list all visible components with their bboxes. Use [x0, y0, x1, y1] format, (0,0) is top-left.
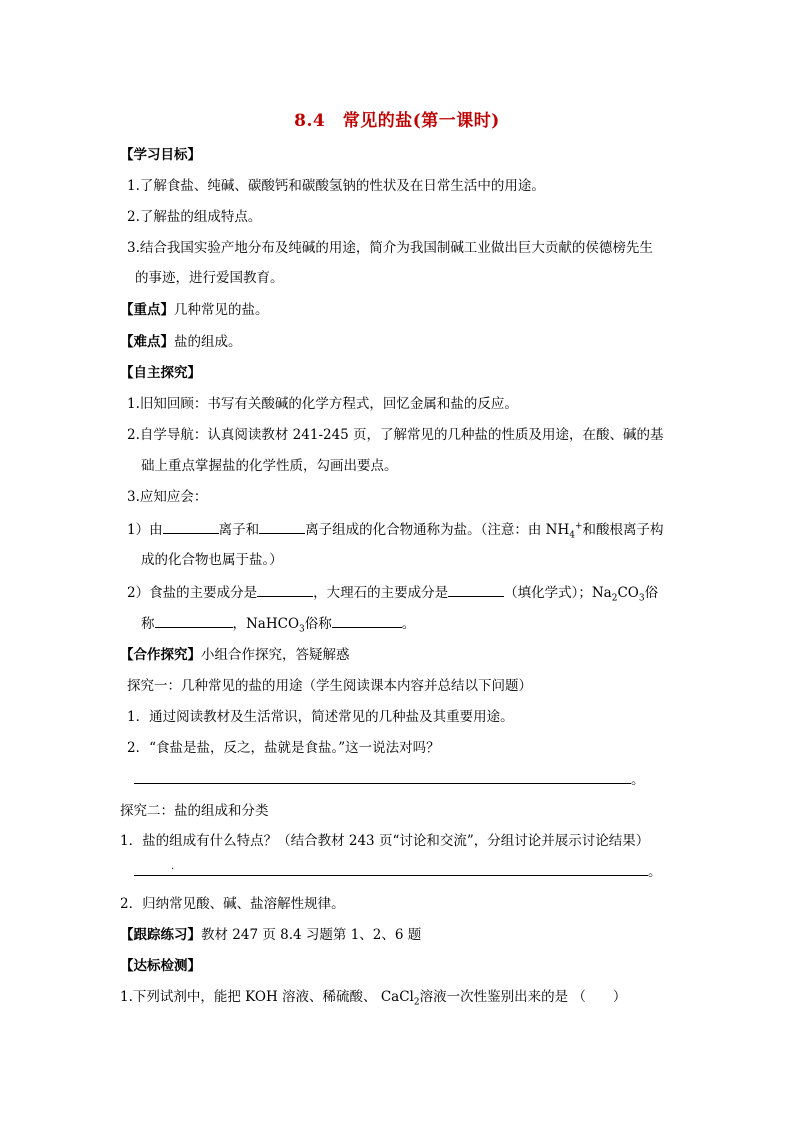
q2-sub-2: 3	[638, 593, 645, 604]
assessment-q1	[120, 988, 626, 1006]
q2-text-a: 2）食盐的主要成分是	[127, 585, 258, 601]
blank-cation[interactable]	[163, 520, 219, 534]
explore-2-q2: 2．归纳常见酸、碱、盐溶解性规律。	[120, 896, 345, 912]
answer-2-end: 。	[648, 864, 662, 880]
self-explore-item-2: 2.自学导航：认真阅读教材 241-245 页，了解常见的几种盐的性质及用途，在酸、碱的基	[127, 427, 664, 443]
page-title: 8.4 常见的盐(第一课时)	[294, 111, 500, 131]
q2-sub-1: 2	[611, 593, 618, 604]
answer-1-end: 。	[631, 772, 645, 788]
goal-item-2: 2.了解盐的组成特点。	[127, 209, 262, 225]
blank-marble-component[interactable]	[448, 583, 504, 597]
question-2-line	[127, 583, 658, 602]
answer-blank-1[interactable]	[134, 770, 631, 784]
cooperative-heading	[120, 646, 350, 664]
assessment-heading: 【达标检测】	[120, 958, 201, 974]
q2-end: 。	[401, 616, 416, 632]
self-explore-item-1: 1.旧知回顾：书写有关酸碱的化学方程式，回忆金属和盐的反应。	[127, 396, 518, 412]
question-2-cont	[141, 614, 415, 633]
q2-text-c: （填化学式）；Na	[504, 585, 612, 601]
explore-2-title: 探究二：盐的组成和分类	[120, 803, 269, 819]
q2-text-b: ，大理石的主要成分是	[313, 585, 449, 601]
assessment-q1-text-b: 溶液一次性鉴别出来的是 （ ）	[419, 989, 627, 1005]
difficult-point-text: 盐的组成。	[174, 334, 242, 350]
q2-text-f: 称	[141, 616, 155, 632]
follow-up	[120, 926, 421, 944]
q1-text-a: 1）由	[127, 522, 163, 538]
q2-sub-3: 3	[299, 624, 305, 635]
question-1-line	[127, 520, 664, 539]
follow-up-label: 【跟踪练习】	[120, 927, 201, 943]
q1-text-c: 离子组成的化合物通称为盐。（注意：由 NH	[305, 522, 570, 538]
answer-blank-2[interactable]	[134, 862, 648, 876]
assessment-q1-sub: 2	[413, 997, 420, 1008]
key-point	[120, 301, 269, 319]
q2-text-d: CO	[617, 585, 639, 601]
q1-text-d: 和酸根离子构	[582, 522, 664, 538]
self-explore-item-2-cont: 础上重点掌握盐的化学性质，勾画出要点。	[141, 458, 398, 474]
goal-item-1: 1.了解食盐、纯碱、碳酸钙和碳酸氢钠的性状及在日常生活中的用途。	[127, 178, 545, 194]
q2-text-g: ，NaHCO	[232, 616, 300, 632]
explore-1-answer-line	[134, 770, 645, 789]
self-explore-item-3: 3.应知应会：	[127, 489, 208, 505]
q1-sub: 4	[569, 530, 575, 541]
explore-2-answer-line	[134, 862, 662, 881]
q2-text-h: 俗称	[304, 616, 332, 632]
q1-text-b: 离子和	[218, 522, 260, 538]
key-point-text: 几种常见的盐。	[174, 302, 269, 318]
goal-item-3: 3.结合我国实验产地分布及纯碱的用途，简介为我国制碱工业做出巨大贡献的侯德榜先生	[127, 240, 653, 256]
difficult-point-label: 【难点】	[120, 334, 174, 350]
goal-item-3-cont: 的事迹，进行爱国教育。	[135, 270, 284, 286]
q1-sup: +	[574, 521, 583, 532]
cooperative-label: 【合作探究】	[120, 647, 201, 663]
self-explore-heading: 【自主探究】	[120, 365, 201, 381]
blank-salt-component[interactable]	[257, 583, 313, 597]
key-point-label: 【重点】	[120, 302, 174, 318]
blank-bicarb-name[interactable]	[332, 614, 402, 628]
q2-text-e: 俗	[644, 585, 659, 601]
question-1-cont: 成的化合物也属于盐。）	[141, 552, 283, 568]
explore-1-q1: 1．通过阅读教材及生活常识，简述常见的几种盐及其重要用途。	[127, 709, 514, 725]
answer-blank-2-dot: .	[171, 861, 175, 872]
explore-1-title: 探究一：几种常见的盐的用途（学生阅读课本内容并总结以下问题）	[127, 678, 532, 694]
explore-1-q2: 2．“食盐是盐，反之，盐就是食盐。”这一说法对吗？	[127, 740, 440, 756]
blank-soda-name[interactable]	[155, 614, 233, 628]
difficult-point	[120, 333, 242, 351]
assessment-q1-text-a: 1.下列试剂中，能把 KOH 溶液、稀硫酸、 CaCl	[120, 989, 414, 1005]
blank-anion[interactable]	[259, 520, 305, 534]
explore-2-q1: 1．盐的组成有什么特点？（结合教材 243 页“讨论和交流”，分组讨论并展示讨论结果）	[120, 833, 650, 849]
cooperative-text: 小组合作探究，答疑解惑	[201, 647, 350, 663]
follow-up-text: 教材 247 页 8.4 习题第 1、2、6 题	[201, 927, 422, 943]
learning-goals-heading: 【学习目标】	[120, 147, 201, 163]
